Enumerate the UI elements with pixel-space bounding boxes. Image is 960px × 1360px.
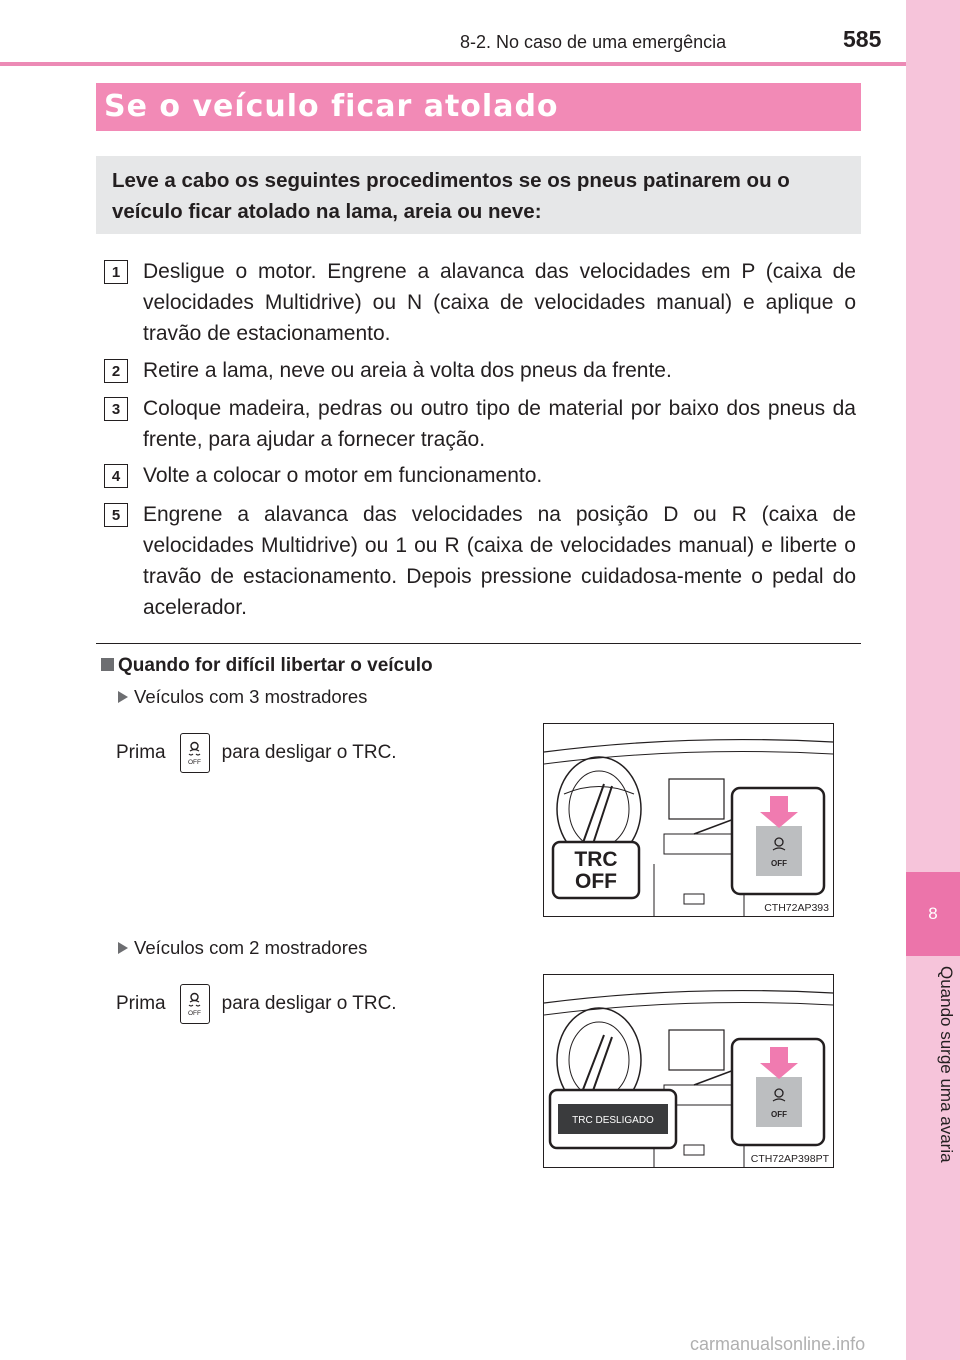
triangle-bullet-icon bbox=[118, 691, 128, 703]
step-text: Coloque madeira, pedras ou outro tipo de material por baixo dos pneus da frente, para ajudar a fornecer tração. bbox=[143, 397, 856, 451]
page-number: 585 bbox=[843, 26, 882, 52]
page-title: Se o veículo ficar atolado bbox=[96, 83, 861, 131]
svg-text:OFF: OFF bbox=[771, 1110, 787, 1119]
step-number: 1 bbox=[104, 260, 128, 284]
variant-label: Veículos com 2 mostradores bbox=[118, 937, 367, 959]
dashboard-figure-2-displays bbox=[543, 974, 834, 1168]
svg-text:OFF: OFF bbox=[187, 1010, 201, 1017]
watermark: carmanualsonline.info bbox=[690, 1334, 866, 1354]
figure-code: CTH72AP398PT bbox=[750, 1153, 829, 1165]
step-number: 2 bbox=[104, 359, 128, 383]
step-text: Retire a lama, neve ou areia à volta dos pneus da frente. bbox=[143, 359, 672, 382]
section-divider bbox=[96, 643, 861, 644]
step-number: 4 bbox=[104, 464, 128, 488]
step-number: 5 bbox=[104, 503, 128, 527]
intro-box: Leve a cabo os seguintes procedimentos se os pneus patinarem ou o veículo ficar atolado na lama, areia ou neve: bbox=[96, 156, 861, 234]
step-item bbox=[104, 499, 856, 623]
figure-code: CTH72AP393 bbox=[764, 902, 829, 914]
step-number: 3 bbox=[104, 397, 128, 421]
step-item bbox=[104, 256, 856, 349]
chapter-title: Quando surge uma avaria bbox=[937, 966, 956, 1163]
press-instruction: Prima OFF para desligar o TRC. bbox=[116, 984, 397, 1024]
dashboard-figure-3-displays bbox=[543, 723, 834, 917]
svg-text:TRC: TRC bbox=[574, 848, 618, 871]
trc-off-switch-icon bbox=[180, 733, 210, 773]
chapter-number: 8 bbox=[906, 872, 960, 956]
section-reference: 8-2. No caso de uma emergência bbox=[460, 32, 727, 52]
svg-text:OFF: OFF bbox=[575, 870, 617, 893]
step-item bbox=[104, 355, 856, 386]
svg-text:OFF: OFF bbox=[187, 759, 201, 766]
step-text: Desligue o motor. Engrene a alavanca das velocidades em P (caixa de velocidades Multidrive) ou N (caixa de velocidades manual) e aplique o travão de estacionamento. bbox=[143, 260, 856, 345]
step-text: Engrene a alavanca das velocidades na posição D ou R (caixa de velocidades Multidrive) ou 1 ou R (caixa de velocidades manual) e liberte o travão de estacionamento. Depois pressione cuidadosa-mente o pedal do acelerador. bbox=[143, 503, 856, 619]
subsection-title: Quando for difícil libertar o veículo bbox=[101, 655, 433, 677]
svg-text:TRC DESLIGADO: TRC DESLIGADO bbox=[572, 1115, 654, 1126]
triangle-bullet-icon bbox=[118, 942, 128, 954]
trc-off-switch-icon bbox=[180, 984, 210, 1024]
step-item bbox=[104, 393, 856, 455]
press-instruction: Prima OFF para desligar o TRC. bbox=[116, 733, 397, 773]
header-rule bbox=[0, 62, 906, 66]
square-bullet-icon bbox=[101, 658, 114, 671]
svg-text:OFF: OFF bbox=[771, 859, 787, 868]
step-item bbox=[104, 460, 856, 491]
variant-label: Veículos com 3 mostradores bbox=[118, 686, 367, 708]
step-text: Volte a colocar o motor em funcionamento. bbox=[143, 464, 543, 487]
